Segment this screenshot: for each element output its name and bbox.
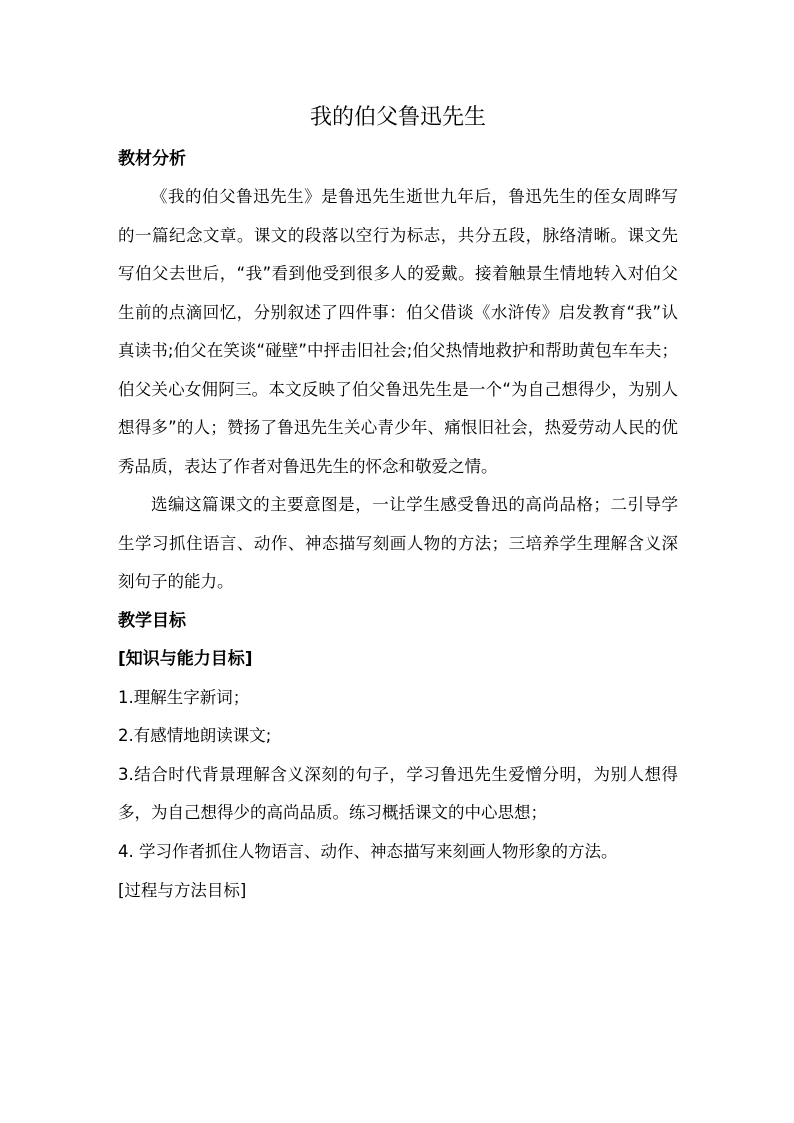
document-body — [118, 98, 678, 910]
section-heading-objectives: 教学目标 — [118, 610, 186, 631]
document-title: 我的伯父鲁迅先生 — [309, 105, 486, 130]
analysis-paragraph-2: 选编这篇课文的主要意图是，一让学生感受鲁迅的高尚品格；二引导学生学习抓住语言、动作、神态描写刻画人物的方法；三培养学生理解含义深刻句子的能力。 — [118, 495, 678, 591]
section-heading-analysis: 教材分析 — [118, 149, 186, 169]
objective-item-1: 1.理解生字新词； — [118, 687, 250, 707]
objective-item-4: 4. 学习作者抓住人物语言、动作、神态描写来刻画人物形象的方法。 — [118, 841, 618, 861]
objective-item-2: 2.有感情地朗读课文; — [118, 726, 272, 745]
analysis-paragraph-1: 《我的伯父鲁迅先生》是鲁迅先生逝世九年后，鲁迅先生的侄女周晔写的一篇纪念文章。课文的段落以空行为标志，共分五段，脉络清晰。课文先写伯父去世后，“我”看到他受到很多人的爱戴。接着触景生情地转入对伯父生前的点滴回忆，分别叙述了四件事：伯父借谈《水浒传》启发教育“我”认真读书;伯父在笑谈“碰壁”中抨击旧社会;伯父热情地救护和帮助黄包车车夫；伯父关心女佣阿三。本文反映了伯父鲁迅先生是一个“为自己想得少，为别人想得多”的人；赞扬了鲁迅先生关心青少年、痛恨旧社会，热爱劳动人民的优秀品质，表达了作者对鲁迅先生的怀念和敬爱之情。 — [118, 187, 678, 476]
subsection-process-method: [过程与方法目标] — [118, 881, 247, 900]
objective-item-3: 3.结合时代背景理解含义深刻的句子，学习鲁迅先生爱憎分明，为别人想得多，为自己想得少的高尚品质。练习概括课文的中心思想； — [118, 764, 678, 822]
subsection-knowledge-ability: [知识与能力目标] — [118, 648, 253, 669]
